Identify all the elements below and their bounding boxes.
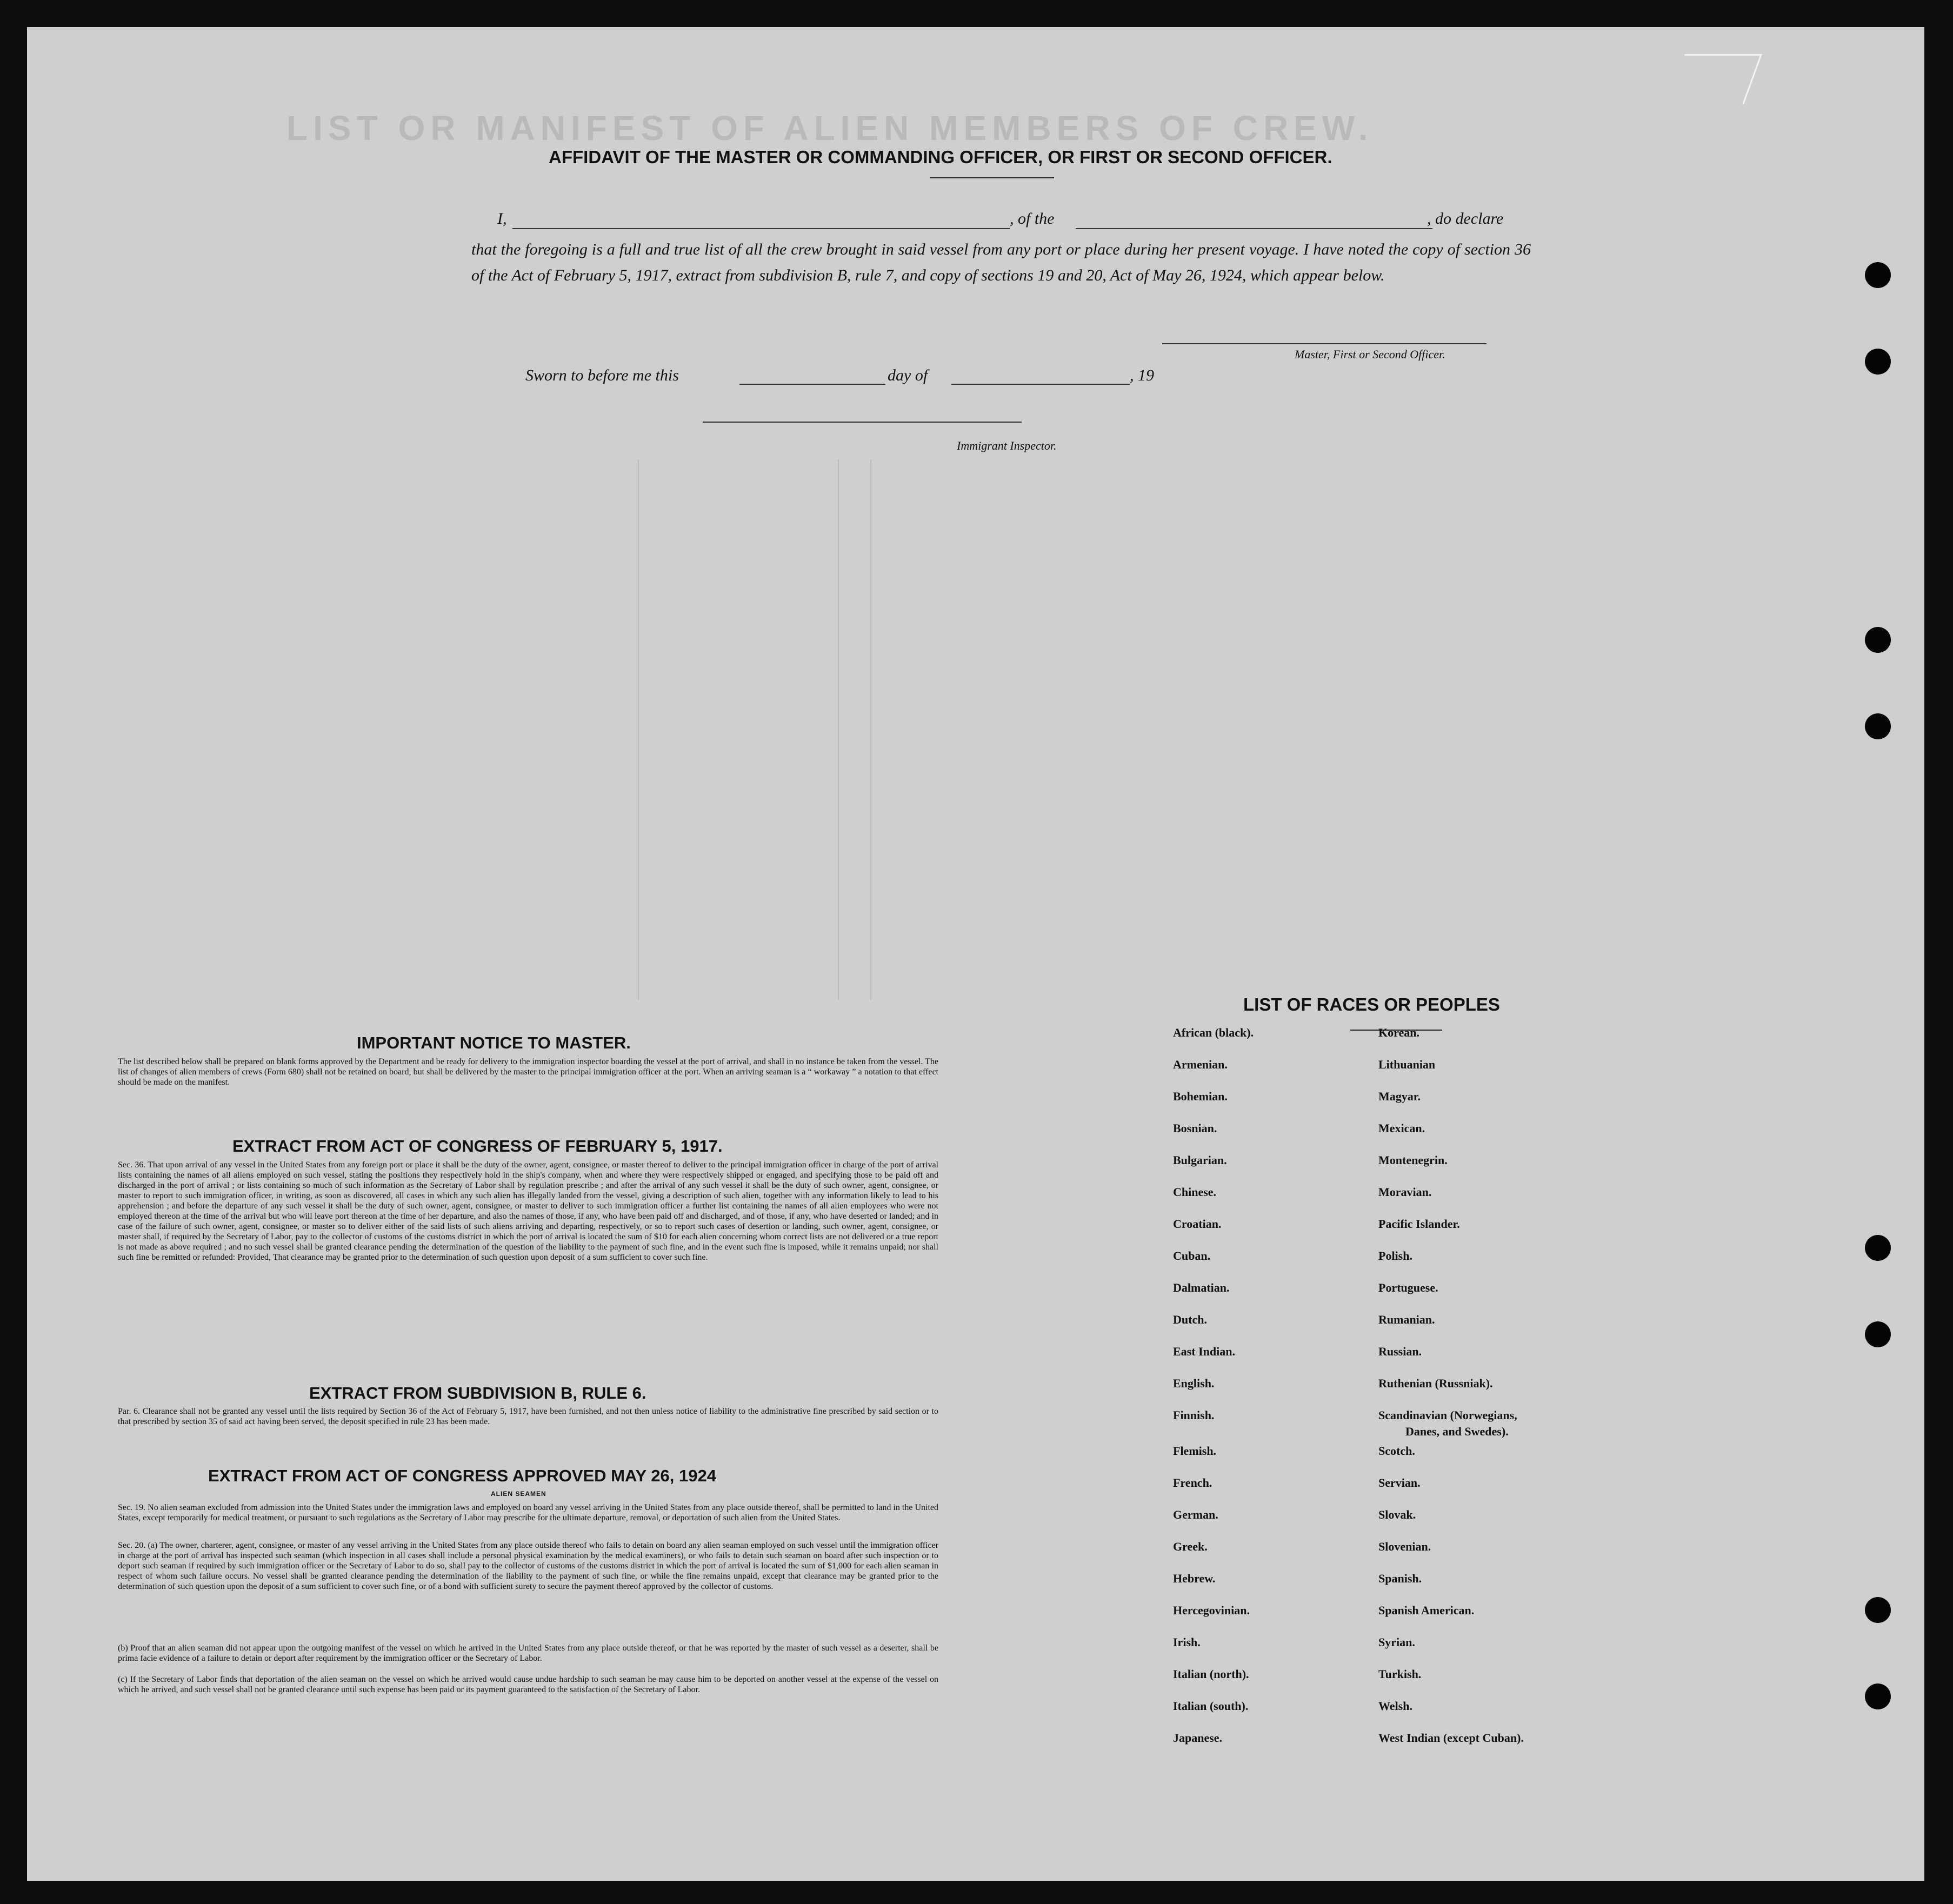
race-item: Polish. <box>1378 1249 1412 1262</box>
extract-1917-title: EXTRACT FROM ACT OF CONGRESS OF FEBRUARY 5, 1917. <box>232 1137 723 1155</box>
inspector-blank[interactable] <box>703 422 1022 423</box>
year-label: , 19 <box>1130 366 1154 384</box>
notice-body: The list described below shall be prepared on blank forms approved by the Department and be ready for delivery to the immigration inspector boarding the vessel at the port of arrival, and shall in no instance be taken from the vessel. The list of changes of alien members of crews (Form 680) shall not be retained on board, but shall be delivered by the master to the principal immigration officer at the port. When an arriving seaman is a “ workaway ” a notation to that effect should be made on the manifest. <box>118 1057 938 1087</box>
race-item: Danes, and Swedes). <box>1405 1425 1509 1438</box>
race-item: Cuban. <box>1173 1249 1211 1262</box>
sec20b-text: (b) Proof that an alien seaman did not appear upon the outgoing manifest of the vessel on which he arrived in the United States from any place outside thereof, or that he was reported by the master of such vessel as a deserter, shall be prima facie evidence of a failure to detain or deport after requirement by the immigration officer or the Secretary of Labor. <box>118 1644 938 1663</box>
race-item: Greek. <box>1173 1540 1208 1553</box>
race-item: French. <box>1173 1476 1212 1489</box>
race-item: Ruthenian (Russniak). <box>1378 1377 1493 1390</box>
vessel-blank[interactable] <box>1076 228 1432 229</box>
race-item: East Indian. <box>1173 1345 1235 1358</box>
signature-blank[interactable] <box>1162 343 1487 344</box>
bleed-through-rule <box>870 459 871 1000</box>
day-blank[interactable] <box>739 384 885 385</box>
rule6-body: Par. 6. Clearance shall not be granted any vessel until the lists required by Section 36 of the Act of February 5, 1917, have been furnished, and not then unless notice of liability to the administrative fine prescribed by said section or to that prescribed by section 35 of said act having been served, the deposit specified in rule 23 has been made. <box>118 1407 938 1426</box>
binder-hole <box>1865 627 1891 653</box>
signature-label: Master, First or Second Officer. <box>1295 348 1445 361</box>
race-item: Lithuanian <box>1378 1058 1436 1071</box>
bleed-through-rule <box>638 459 639 1000</box>
race-item: Bohemian. <box>1173 1090 1228 1103</box>
race-item: Dalmatian. <box>1173 1281 1230 1294</box>
race-item: Japanese. <box>1173 1731 1223 1745</box>
race-item: West Indian (except Cuban). <box>1378 1731 1524 1745</box>
affidavit-title: AFFIDAVIT OF THE MASTER OR COMMANDING OFFICER, OR FIRST OR SECOND OFFICER. <box>549 147 1332 167</box>
race-item: Korean. <box>1378 1026 1419 1039</box>
race-item: Croatian. <box>1173 1217 1222 1231</box>
month-blank[interactable] <box>951 384 1130 385</box>
notice-title: IMPORTANT NOTICE TO MASTER. <box>357 1033 631 1052</box>
extract-1924-title: EXTRACT FROM ACT OF CONGRESS APPROVED MAY 26, 1924 <box>208 1466 716 1485</box>
race-item: Chinese. <box>1173 1185 1217 1199</box>
race-item: Pacific Islander. <box>1378 1217 1460 1231</box>
race-item: Dutch. <box>1173 1313 1207 1326</box>
rule6-title: EXTRACT FROM SUBDIVISION B, RULE 6. <box>309 1384 646 1402</box>
race-item: Hebrew. <box>1173 1572 1216 1585</box>
race-item: Scandinavian (Norwegians, <box>1378 1408 1517 1422</box>
race-item: Montenegrin. <box>1378 1153 1448 1167</box>
alien-seamen-subtitle: ALIEN SEAMEN <box>491 1490 546 1498</box>
race-item: Turkish. <box>1378 1667 1422 1681</box>
affidavit-paragraph: that the foregoing is a full and true list of all the crew brought in said vessel from any port or place during her present voyage. I have noted the copy of section 36 of the Act of February 5, 1917, extract from subdivision B, rule 7, and copy of sections 19 and 20, Act of May 26, 1924, which appear below. <box>471 240 1531 284</box>
race-item: Slovenian. <box>1378 1540 1431 1553</box>
race-item: Scotch. <box>1378 1444 1415 1458</box>
race-item: Rumanian. <box>1378 1313 1435 1326</box>
race-item: Slovak. <box>1378 1508 1416 1521</box>
race-item: German. <box>1173 1508 1218 1521</box>
races-title: LIST OF RACES OR PEOPLES <box>1243 994 1500 1014</box>
race-item: Finnish. <box>1173 1408 1215 1422</box>
race-item: Magyar. <box>1378 1090 1421 1103</box>
race-item: Irish. <box>1173 1635 1201 1649</box>
binder-hole <box>1865 1235 1891 1261</box>
name-blank[interactable] <box>512 228 1010 229</box>
binder-hole <box>1865 1597 1891 1623</box>
race-item: Servian. <box>1378 1476 1421 1489</box>
race-item: Hercegovinian. <box>1173 1604 1250 1617</box>
sec20c-text: (c) If the Secretary of Labor finds that deportation of the alien seaman on the vessel on which he arrived would cause undue hardship to such seaman he may cause him to be deported on another vessel at the expense of the vessel on which he arrived, and such vessel shall not be granted clearance until such expense has been paid or its payment guaranteed to the satisfaction of the Secretary of Labor. <box>118 1675 938 1694</box>
race-item: Welsh. <box>1378 1699 1412 1713</box>
title-rule <box>930 177 1054 178</box>
sworn-label: Sworn to before me this <box>525 366 679 384</box>
race-item: African (black). <box>1173 1026 1254 1039</box>
inspector-label: Immigrant Inspector. <box>957 439 1057 452</box>
binder-hole <box>1865 1683 1891 1709</box>
race-item: Spanish American. <box>1378 1604 1475 1617</box>
race-item: Moravian. <box>1378 1185 1432 1199</box>
binder-hole <box>1865 1321 1891 1347</box>
affidavit-i-label: I, <box>497 210 507 228</box>
race-item: Portuguese. <box>1378 1281 1438 1294</box>
race-item: Russian. <box>1378 1345 1422 1358</box>
of-the-label: , of the <box>1010 210 1055 228</box>
extract-1917-body: Sec. 36. That upon arrival of any vessel in the United States from any foreign port or place it shall be the duty of the owner, agent, consignee, or master thereof to deliver to the principal immigration officer in charge of the port of arrival lists containing the names of all aliens employed on such vessel, stating the positions they respectively hold in the ship's company, when and where they were respectively shipped or engaged, and specifying those to be paid off and discharged in the port of arrival ; or lists containing so much of such information as the Secretary of Labor shall by regulation prescribe ; and after the arrival of any such vessel it shall be the duty of such owner, agent, consignee, or master to report to such immigration officer, in writing, as soon as discovered, all cases in which any such alien has illegally landed from the vessel, giving a description of such alien, together with any information likely to lead to his apprehension ; and before the departure of any such vessel it shall be the duty of such owner, agent, consignee, or master to deliver to such immigration officer a further list containing the names of all alien employees who were not employed thereon at the time of the arrival but who will leave port thereon at the time of her departure, and also the names of those, if any, who have been paid off and discharged, and of those, if any, who have deserted or landed; and in case of the failure of such owner, agent, consignee, or master so to deliver either of the said lists of such aliens arriving and departing, respectively, or so to report such cases of desertion or landing, such owner, agent, consignee, or master shall, if required by the Secretary of Labor, pay to the collector of customs of the customs district in which the port of arrival is located the sum of $10 for each alien concerning whom correct lists are not delivered or a true report is not made as above required ; and no such vessel shall be granted clearance pending the determination of the question of the liability to the payment of such fine, and in the event such fine is imposed, while it remains unpaid; nor shall such fine be remitted or refunded: Provided, That clearance may be granted prior to the determination of such question upon deposit of a sum sufficient to cover such fine. <box>118 1160 938 1262</box>
do-declare-label: , do declare <box>1427 210 1504 228</box>
race-item: Italian (south). <box>1173 1699 1249 1713</box>
bleed-through-rule <box>838 459 839 1000</box>
day-of-label: day of <box>888 366 928 384</box>
sec20a-text: Sec. 20. (a) The owner, charterer, agent, consignee, or master of any vessel arriving in the United States from any place outside thereof who fails to detain on board any alien seaman employed on such vessel until the immigration officer in charge at the port of arrival has inspected such seaman (which inspection in all cases shall include a personal physical examination by the medical examiners), or who fails to detain such seaman on board after such inspection or to deport such seaman if required by such immigration officer or the Secretary of Labor to do so, shall pay to the collector of customs of the customs district in which the port of arrival is located the sum of $1,000 for each alien seaman in respect of whom such failure occurs. No vessel shall be granted clearance pending the determination of the liability to the payment of such fine, or while the fine remains unpaid, except that clearance may be granted prior to the determination of such question upon the deposit of a sum sufficient to cover such fine, or of a bond with sufficient surety to secure the payment thereof approved by the collector of customs. <box>118 1541 938 1591</box>
race-item: Bosnian. <box>1173 1121 1217 1135</box>
bleed-through-text: LIST OR MANIFEST OF ALIEN MEMBERS OF CREW. <box>286 109 1374 148</box>
race-item: English. <box>1173 1377 1215 1390</box>
document-page <box>27 27 1924 1881</box>
race-item: Flemish. <box>1173 1444 1217 1458</box>
binder-hole <box>1865 349 1891 375</box>
race-item: Italian (north). <box>1173 1667 1249 1681</box>
sec19-text: Sec. 19. No alien seaman excluded from admission into the United States under the immigration laws and employed on board any vessel arriving in the United States from any place outside thereof, shall be permitted to land in the United States, except temporarily for medical treatment, or pursuant to such regulations as the Secretary of Labor may prescribe for the ultimate departure, removal, or deportation of such alien from the United States. <box>118 1503 938 1522</box>
torn-corner <box>1667 54 1762 104</box>
race-item: Syrian. <box>1378 1635 1415 1649</box>
binder-hole <box>1865 262 1891 288</box>
race-item: Bulgarian. <box>1173 1153 1227 1167</box>
race-item: Mexican. <box>1378 1121 1425 1135</box>
race-item: Armenian. <box>1173 1058 1228 1071</box>
binder-hole <box>1865 713 1891 739</box>
race-item: Spanish. <box>1378 1572 1422 1585</box>
